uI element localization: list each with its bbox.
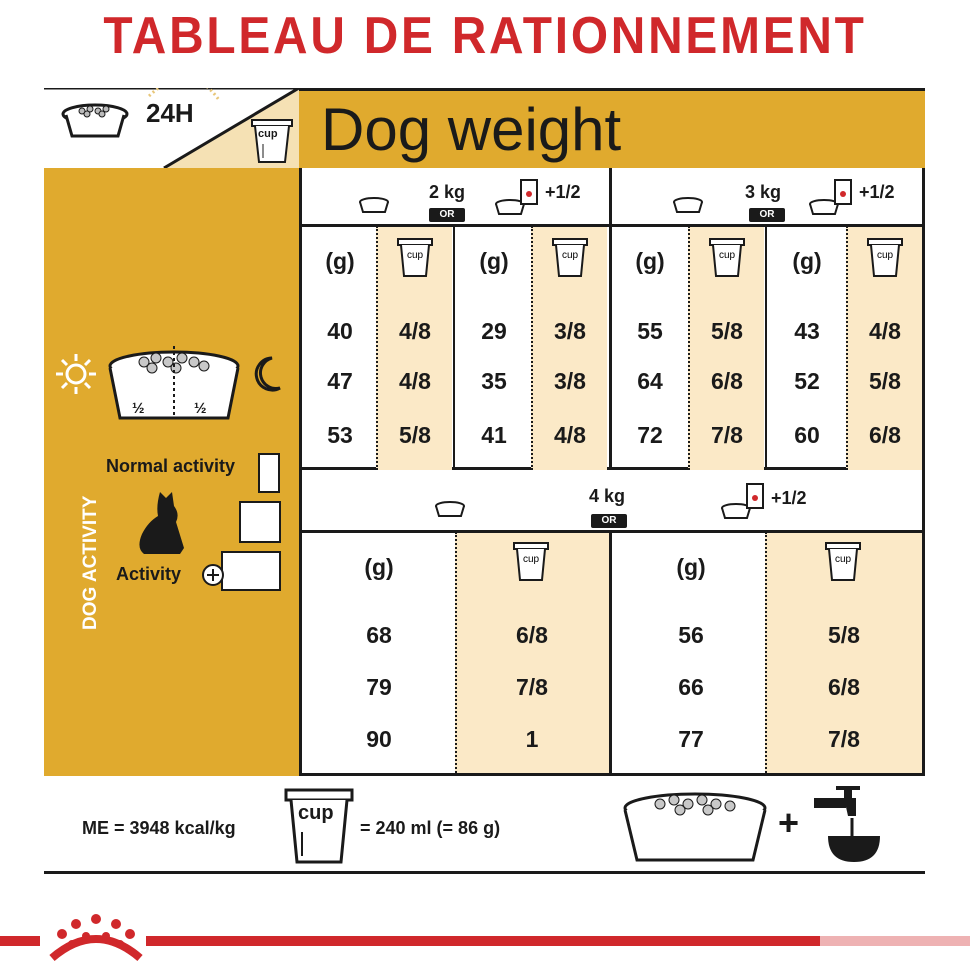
grams-value: 53 [327,422,353,448]
cups-value: 6/8 [516,622,548,648]
cup-text: cup [719,250,736,261]
cup-text: cup [877,250,894,261]
wet-food-icon [719,482,773,522]
divider [765,532,767,776]
cups-value: 5/8 [711,318,743,344]
cup-text: cup [523,554,540,565]
grams-header: (g) [792,248,822,274]
grams-value: 66 [678,674,704,700]
cup-icon [284,788,354,866]
dry-bowl-icon [357,196,391,216]
plus-half-label: +1/2 [859,182,895,202]
dog-weight-header [299,88,925,168]
wet-food-icon [807,178,861,218]
cup-icon [825,542,861,582]
split-bowl-icon [104,346,244,428]
activity-vertical-label: DOG ACTIVITY [80,495,101,630]
royal-canin-crown-logo [46,910,146,962]
cups-value: 5/8 [828,622,860,648]
plus-circle-icon [200,562,226,588]
weight-3kg-label: 3 kg [745,182,782,202]
grams-value: 47 [327,368,353,394]
plus-half-label: +1/2 [771,488,807,508]
dry-bowl-icon [671,196,705,216]
divider [299,470,302,776]
grams-header: (g) [325,248,355,274]
cup-text: cup [562,250,579,261]
divider [455,532,457,776]
or-badge: OR [429,208,465,222]
moon-icon [250,354,284,394]
divider [299,224,925,227]
cups-value: 6/8 [711,368,743,394]
weight-table-top [299,168,925,470]
grams-value: 79 [366,674,392,700]
normal-activity-label: Normal activity [106,456,236,476]
sun-icon [54,352,98,396]
header-cup-label: cup [258,128,278,140]
divider [299,168,302,470]
grams-value: 41 [481,422,507,448]
divider [688,226,690,470]
cups-value: 7/8 [516,674,548,700]
cup-icon [867,238,903,278]
grams-value: 72 [637,422,663,448]
half-right-label: ½ [194,400,207,417]
cup-icon [552,238,588,278]
grams-header: (g) [676,554,706,580]
dry-bowl-icon [433,500,467,520]
divider [299,530,925,533]
grams-value: 55 [637,318,663,344]
wet-food-icon [493,178,547,218]
divider [376,226,378,470]
divider [453,226,455,470]
grams-value: 52 [794,368,820,394]
divider [609,532,612,776]
cups-value: 7/8 [828,726,860,752]
cup-text: cup [835,554,852,565]
header-bowl-area [44,88,299,168]
grams-value: 29 [481,318,507,344]
footer-cup-label: cup [298,802,334,824]
cups-value: 4/8 [554,422,586,448]
cups-value: 4/8 [399,368,431,394]
cups-value: 7/8 [711,422,743,448]
grams-value: 68 [366,622,392,648]
cups-value: 1 [525,726,539,752]
grams-value: 35 [481,368,507,394]
divider [765,226,767,470]
grams-header: (g) [479,248,509,274]
cups-value: 3/8 [554,318,586,344]
divider [922,470,925,776]
grams-header: (g) [364,554,394,580]
grams-value: 60 [794,422,820,448]
bowl-icon [620,790,770,866]
cups-value: 6/8 [828,674,860,700]
cup-icon [709,238,745,278]
grams-value: 43 [794,318,820,344]
or-badge: OR [591,514,627,528]
water-tap-icon [814,786,914,870]
grams-value: 77 [678,726,704,752]
grams-value: 40 [327,318,353,344]
grams-header: (g) [635,248,665,274]
grams-value: 64 [637,368,663,394]
cups-value: 4/8 [869,318,901,344]
cups-value: 3/8 [554,368,586,394]
cups-value: 6/8 [869,422,901,448]
cup-icon [397,238,433,278]
cup-equivalent: = 240 ml (= 86 g) [360,818,501,838]
cup-text: cup [407,250,424,261]
cup-icon [250,118,294,164]
half-left-label: ½ [132,400,145,417]
page-title: TABLEAU DE RATIONNEMENT [103,7,867,65]
cups-value: 5/8 [399,422,431,448]
plus-half-label: +1/2 [545,182,581,202]
grams-value: 90 [366,726,392,752]
footer-info [44,776,925,874]
grams-value: 56 [678,622,704,648]
dog-icon [130,488,194,558]
plus-sign: + [778,802,800,843]
activity-label: Activity [116,564,182,584]
cups-value: 4/8 [399,318,431,344]
dog-weight-title: Dog weight [321,96,622,163]
or-badge: OR [749,208,785,222]
cups-value: 5/8 [869,368,901,394]
cup-icon [513,542,549,582]
duration-label: 24H [146,98,194,128]
weight-2kg-label: 2 kg [429,182,466,202]
bowl-icon [60,100,130,142]
divider [922,168,925,470]
divider [531,226,533,470]
weight-table-bottom [299,470,925,776]
energy-label: ME = 3948 kcal/kg [82,818,236,838]
weight-4kg-label: 4 kg [589,486,626,506]
divider [846,226,848,470]
activity-panel [44,168,299,776]
divider [609,168,612,470]
